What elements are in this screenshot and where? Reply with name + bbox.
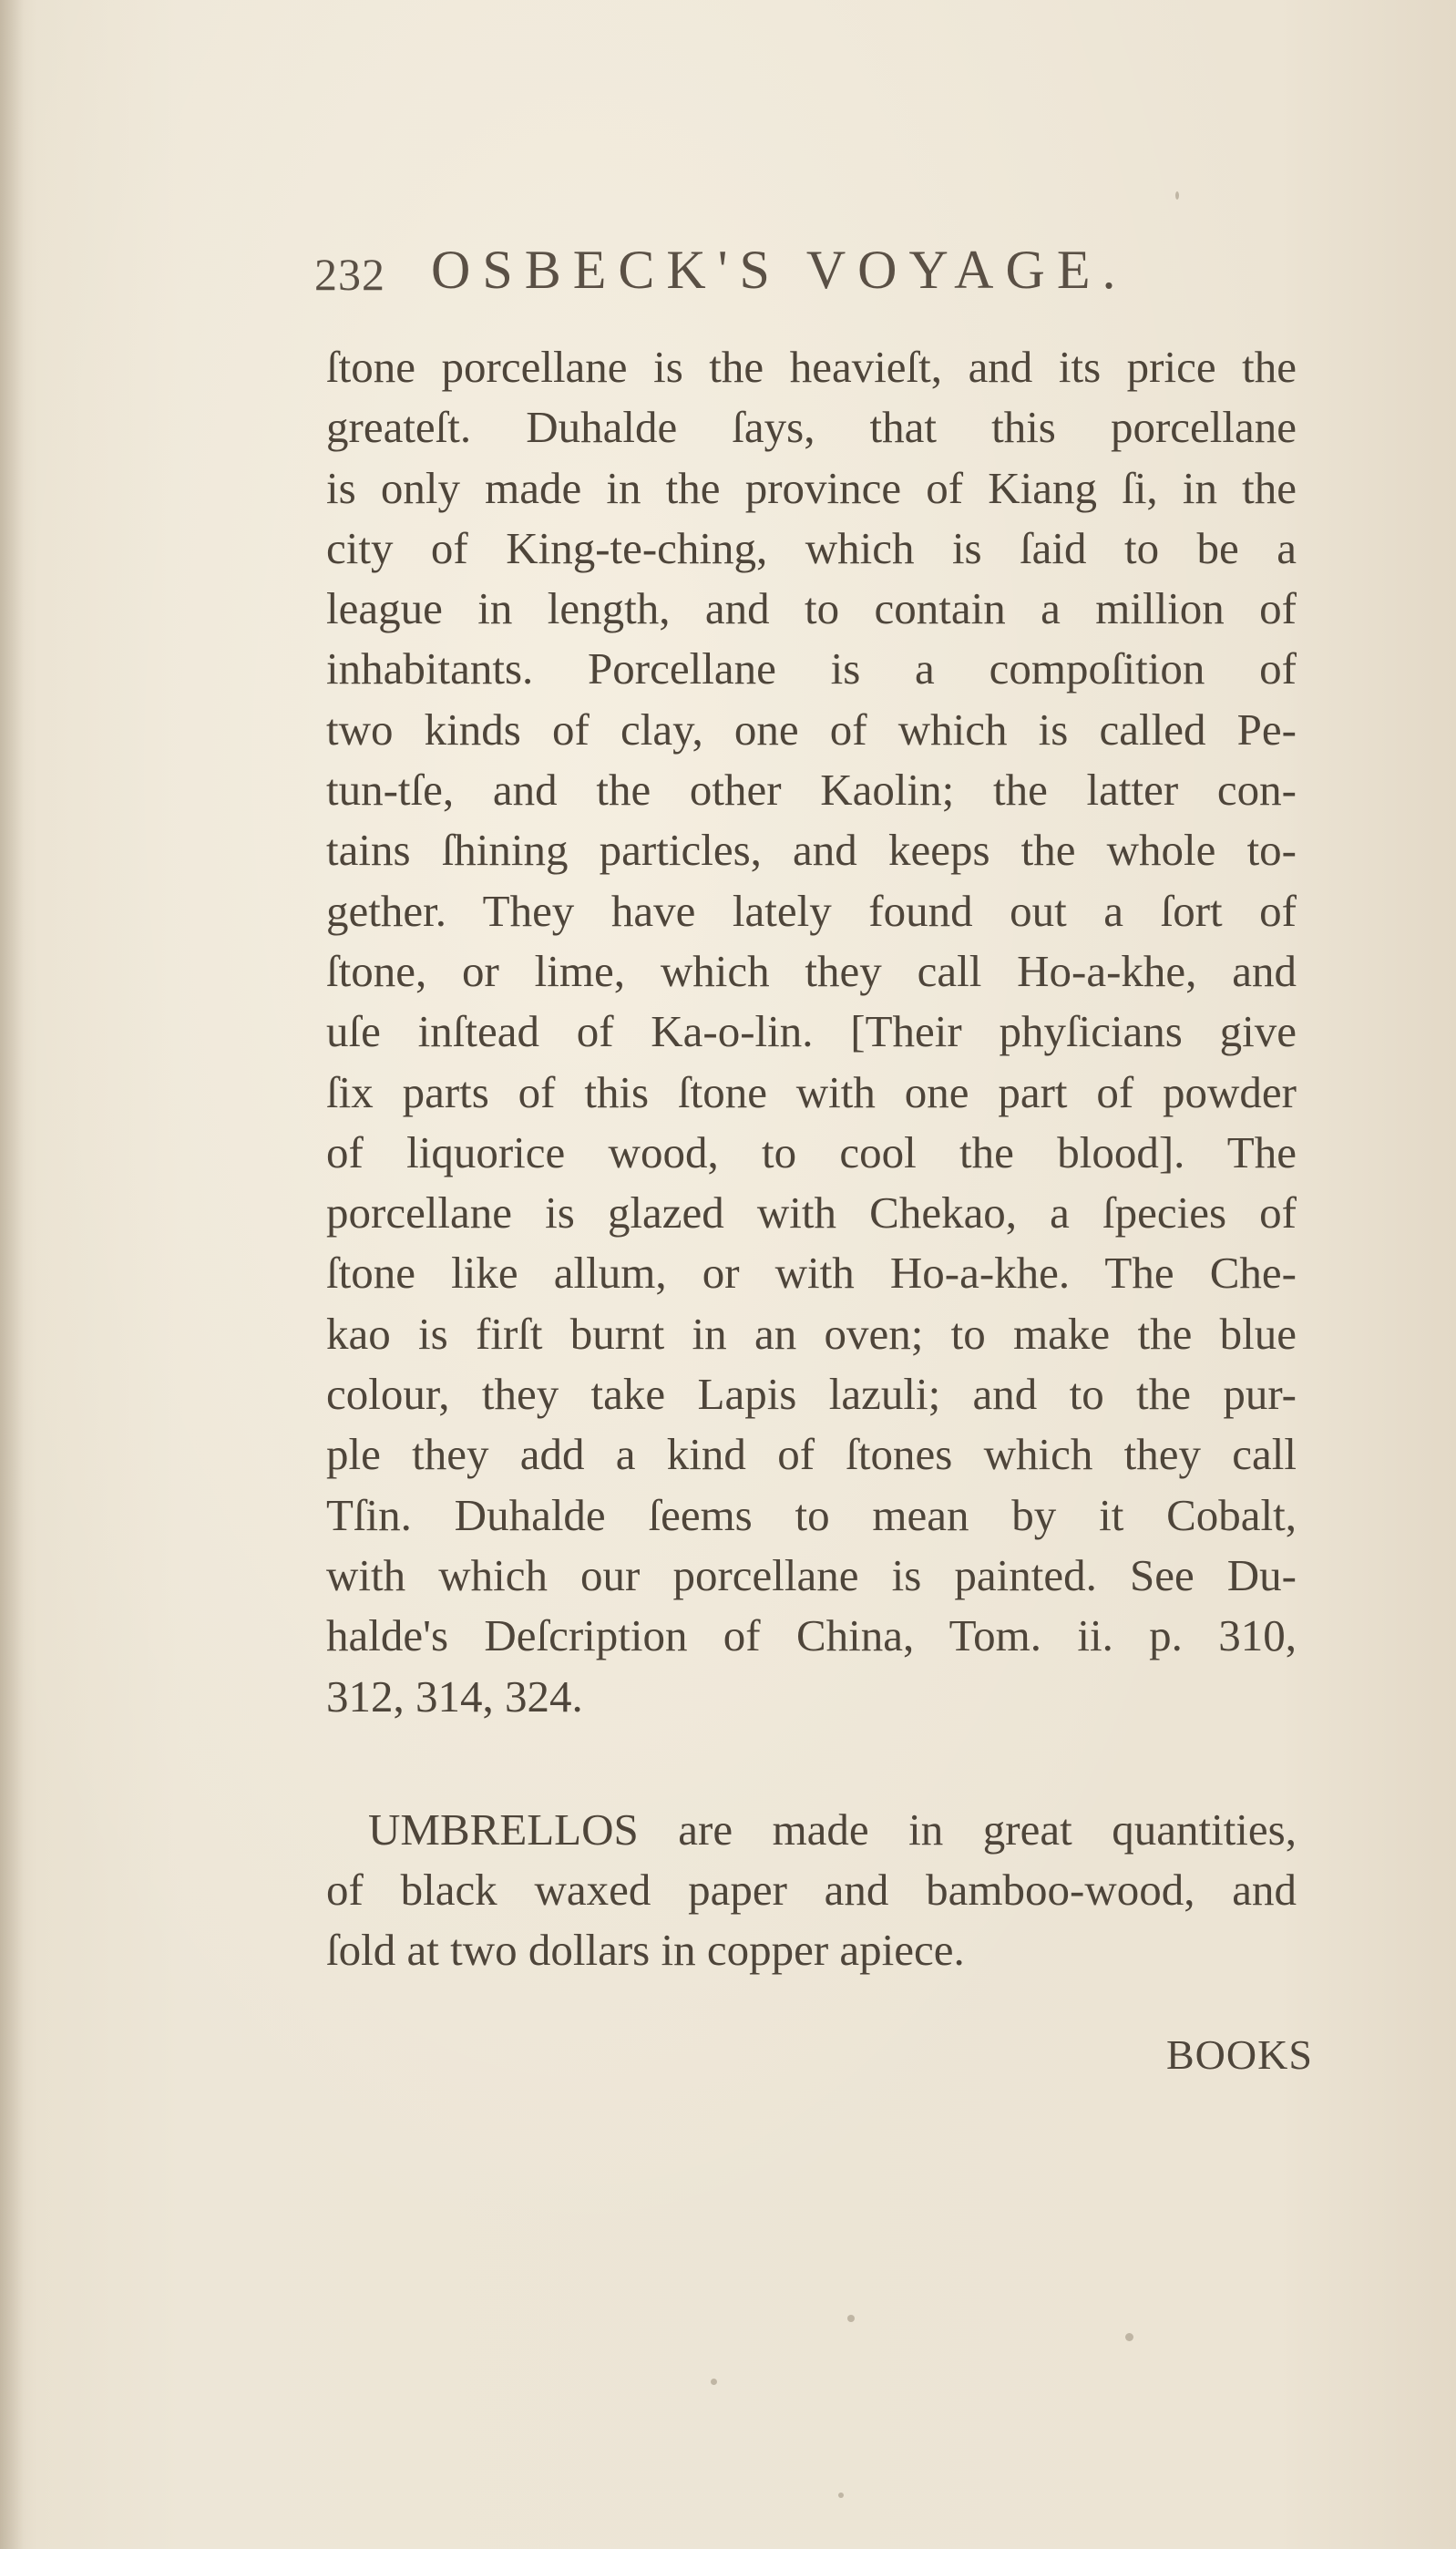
text-line: halde's Deſcription of China, Tom. ii. p. 310,	[326, 1610, 1297, 1661]
paper-speck	[1125, 2333, 1133, 2341]
text-line: tains ſhining particles, and keeps the whole to-	[326, 825, 1297, 876]
catchword: BOOKS	[1166, 2031, 1313, 2078]
page-header	[314, 239, 1317, 312]
text-line: ple they add a kind of ſtones which they call	[326, 1429, 1297, 1480]
text-line: is only made in the province of Kiang ſi, in the	[326, 462, 1297, 513]
text-line: ſix parts of this ſtone with one part of powder	[326, 1066, 1297, 1117]
text-line: ſold at two dollars in copper apiece.	[326, 1925, 965, 1976]
text-line: of black waxed paper and bamboo-wood, and	[326, 1865, 1297, 1916]
body-text	[326, 337, 1297, 1981]
paper-speck	[711, 2379, 717, 2385]
gutter-shadow	[0, 0, 24, 2549]
text-line: city of King-te-ching, which is ſaid to be a	[326, 522, 1297, 573]
text-line: colour, they take Lapis lazuli; and to the pur-	[326, 1369, 1297, 1420]
text-line: greateſt. Duhalde ſays, that this porcellane	[326, 402, 1297, 453]
text-line: ſtone like allum, or with Ho-a-khe. The Che-	[326, 1248, 1297, 1299]
text-line: ſtone porcellane is the heavieſt, and its price the	[326, 342, 1297, 392]
text-line: 312, 314, 324.	[326, 1670, 583, 1722]
text-line: kao is firſt burnt in an oven; to make the blue	[326, 1308, 1297, 1359]
text-line: league in length, and to contain a million of	[326, 583, 1297, 634]
text-line: gether. They have lately found out a ſort of	[326, 885, 1297, 936]
text-line: uſe inſtead of Ka-o-lin. [Their phyſicians give	[326, 1006, 1297, 1057]
text-line: inhabitants. Porcellane is a compoſition of	[326, 643, 1297, 694]
text-line: porcellane is glazed with Chekao, a ſpecies of	[326, 1187, 1297, 1239]
running-title: OSBECK'S VOYAGE.	[431, 240, 1128, 300]
text-line: UMBRELLOS are made in great quantities,	[368, 1804, 1297, 1855]
page-number: 232	[314, 249, 385, 300]
text-line: of liquorice wood, to cool the blood]. The	[326, 1126, 1297, 1177]
text-line: ſtone, or lime, which they call Ho-a-khe, and	[326, 945, 1297, 996]
text-line: with which our porcellane is painted. See Du-	[326, 1549, 1297, 1600]
text-line: tun-tſe, and the other Kaolin; the latter con-	[326, 765, 1297, 816]
text-line: Tſin. Duhalde ſeems to mean by it Cobalt,	[326, 1489, 1297, 1540]
paragraph-gap	[326, 1727, 1297, 1800]
paragraph-porcellane	[326, 337, 1297, 1727]
paper-speck	[847, 2315, 855, 2322]
text-line: two kinds of clay, one of which is called Pe-	[326, 704, 1297, 755]
paper-speck	[1175, 191, 1179, 200]
paper-speck	[838, 2492, 844, 2498]
paragraph-umbrellos	[326, 1800, 1297, 1981]
